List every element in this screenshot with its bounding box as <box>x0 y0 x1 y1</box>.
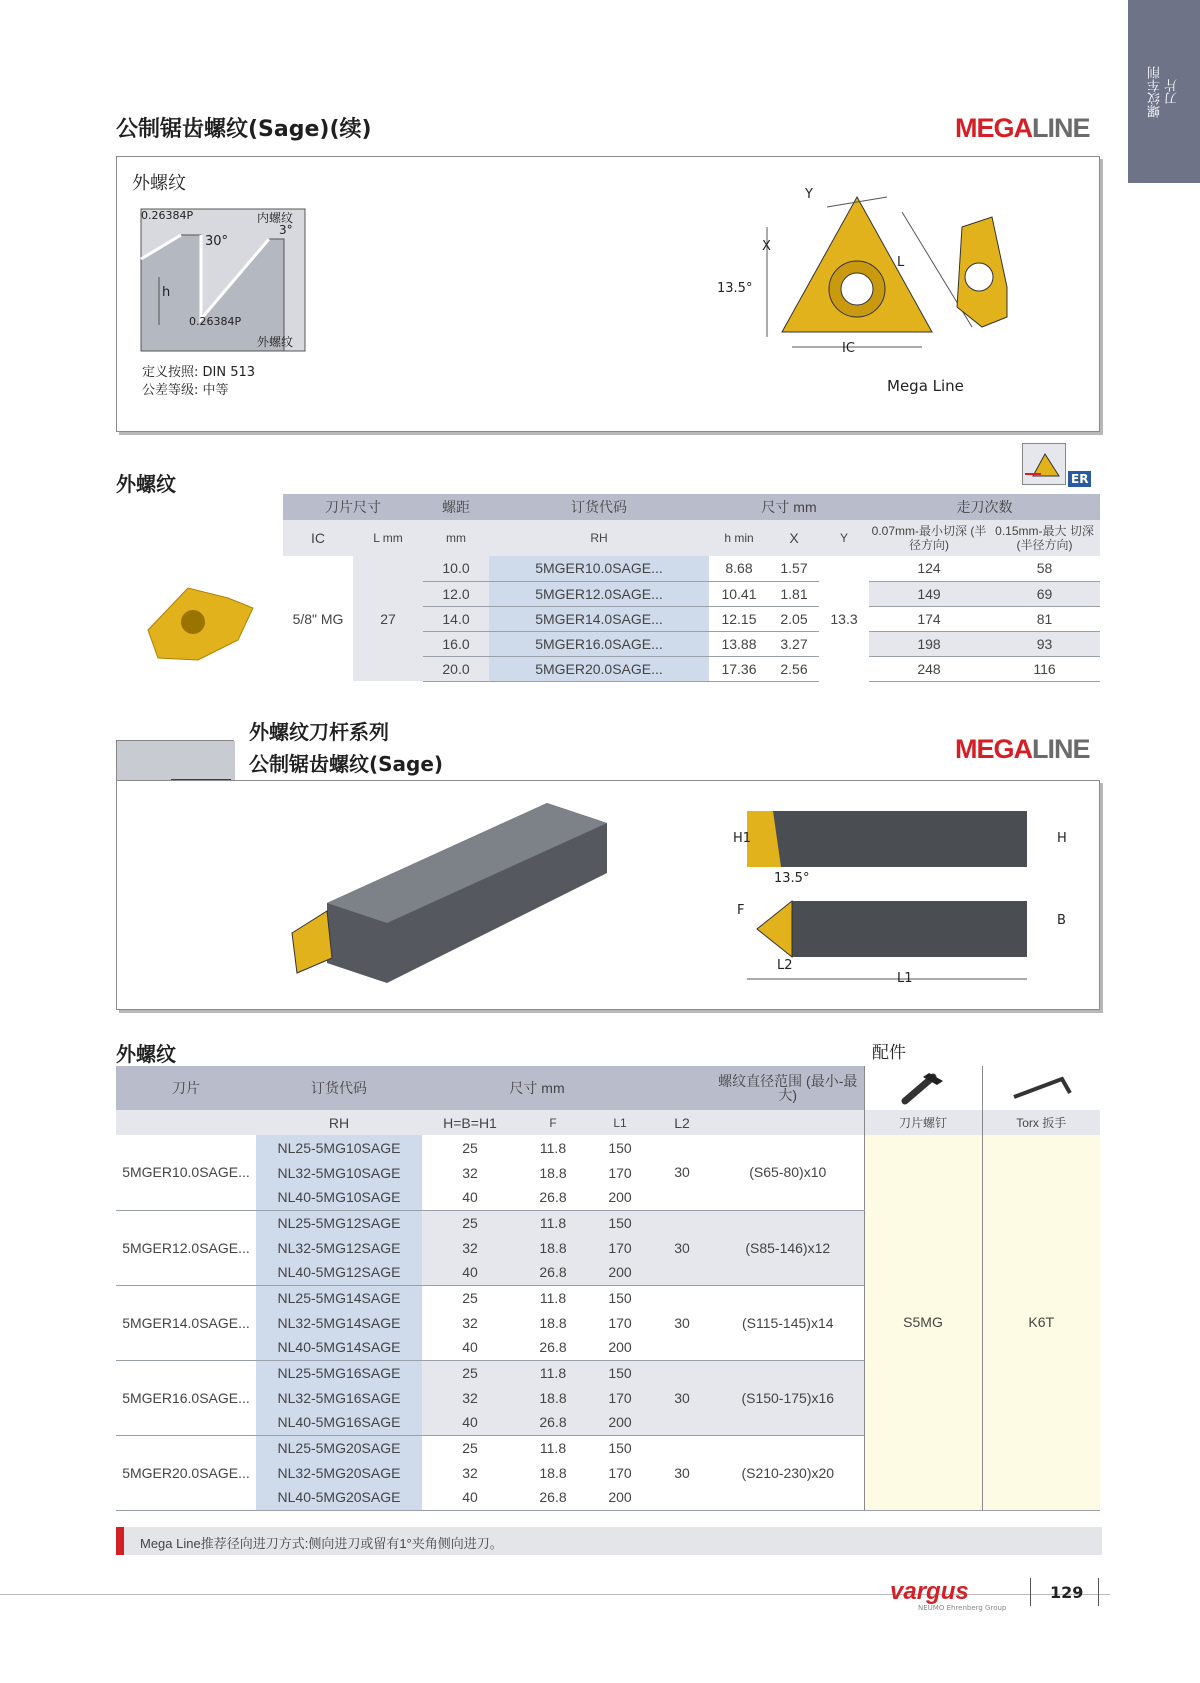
cell-holder-code: NL40-5MG10SAGE <box>256 1185 422 1210</box>
dim-l2: L2 <box>777 958 793 973</box>
cell-range: (S115-145)x14 <box>712 1285 864 1360</box>
holder-title-1: 外螺纹刀杆系列 <box>249 720 389 744</box>
page-title: 公制锯齿螺纹(Sage)(续) <box>116 117 372 142</box>
cell-pitch: 14.0 <box>423 606 489 631</box>
cell-hmin: 12.15 <box>709 606 769 631</box>
th-l1: L1 <box>613 1115 627 1130</box>
cell-range: (S65-80)x10 <box>712 1135 864 1210</box>
profile-panel-title: 外螺纹 <box>132 173 186 194</box>
cell-l1: 150 <box>608 1139 632 1156</box>
cell-holder-code: NL32-5MG20SAGE <box>256 1460 422 1485</box>
cell-hbh: 40 <box>422 1185 518 1210</box>
dim-l1: L1 <box>897 971 913 986</box>
cell-hbh: 25 <box>422 1210 518 1235</box>
cell-l1: 170 <box>588 1235 652 1260</box>
th-insert: 刀片 <box>172 1080 200 1096</box>
dim-ic: IC <box>842 341 855 356</box>
cell-holder-code: NL32-5MG12SAGE <box>256 1235 422 1260</box>
cell-x: 1.81 <box>769 581 819 606</box>
cell-order-code: 5MGER14.0SAGE... <box>489 606 709 631</box>
holder-dimension-diagram <box>697 801 1077 991</box>
cell-hbh: 40 <box>422 1410 518 1435</box>
cell-passes-min: 124 <box>869 556 989 581</box>
accessories-title: 配件 <box>872 1043 906 1063</box>
th-rh: RH <box>590 531 608 545</box>
side-tab-line1: 螺纹车削 <box>1148 65 1163 118</box>
dim-l: L <box>897 255 905 270</box>
table-row <box>283 556 1100 581</box>
dim-holder-angle: 13.5° <box>774 871 810 886</box>
cell-f: 18.8 <box>518 1385 588 1410</box>
cell-l1: 170 <box>608 1464 632 1481</box>
cell-l1: 170 <box>608 1314 632 1331</box>
vargus-subtitle: NEUMO Ehrenberg Group <box>918 1604 1007 1612</box>
dim-angle: 13.5° <box>717 281 753 296</box>
cell-l2: 30 <box>652 1435 712 1510</box>
cell-f: 18.8 <box>518 1235 588 1260</box>
dim-f: F <box>737 903 745 918</box>
cell-f: 18.8 <box>539 1164 567 1181</box>
cell-passes-min: 149 <box>869 581 989 606</box>
th-screw: 刀片螺钉 <box>864 1110 982 1135</box>
cell-l2: 30 <box>652 1210 712 1285</box>
cell-range: (S85-146)x12 <box>712 1210 864 1285</box>
cell-l1: 150 <box>588 1210 652 1235</box>
label-outer: 外螺纹 <box>257 335 294 349</box>
vargus-logo: vargus <box>890 1578 969 1605</box>
th-passes-max: 0.15mm-最大 切深 (半径方向) <box>995 524 1094 552</box>
insert-l: 27 <box>353 556 423 681</box>
cell-pitch: 16.0 <box>423 631 489 656</box>
cell-wrench: K6T <box>982 1135 1100 1510</box>
cell-pitch: 12.0 <box>423 581 489 606</box>
er-badge: ER <box>1068 471 1091 487</box>
cell-f: 26.8 <box>518 1260 588 1285</box>
cell-pitch: 10.0 <box>423 556 489 581</box>
cell-hbh: 40 <box>422 1335 518 1360</box>
label-angle3: 3° <box>279 223 293 237</box>
insert-ic: 5/8" MG <box>292 610 344 627</box>
th-range: 螺纹直径范围 (最小-最大) <box>718 1073 858 1103</box>
cell-pitch: 20.0 <box>423 656 489 681</box>
dim-h1: H1 <box>733 831 752 846</box>
cell-hbh: 32 <box>462 1464 478 1481</box>
label-p1: 0.26384P <box>141 209 194 222</box>
cell-passes-max: 81 <box>989 606 1100 631</box>
holders-table <box>116 1066 1100 1511</box>
cell-hmin: 17.36 <box>709 656 769 681</box>
th-passes: 走刀次数 <box>956 499 1013 515</box>
inserts-table <box>283 494 1100 682</box>
dim-y: Y <box>805 187 813 202</box>
cell-l2: 30 <box>652 1135 712 1210</box>
cell-order-code: 5MGER16.0SAGE... <box>489 631 709 656</box>
th-y: Y <box>839 531 848 545</box>
cell-order-code: 5MGER10.0SAGE... <box>489 556 709 581</box>
cell-holder-code: NL40-5MG16SAGE <box>256 1410 422 1435</box>
cell-f: 18.8 <box>539 1314 567 1331</box>
cell-f: 26.8 <box>518 1485 588 1510</box>
cell-hbh: 25 <box>462 1139 478 1156</box>
cell-l1: 200 <box>588 1185 652 1210</box>
th-l: L mm <box>373 531 403 545</box>
holder-panel <box>116 780 1100 1010</box>
holder-title-2: 公制锯齿螺纹(Sage) <box>249 752 444 776</box>
cell-passes-min: 248 <box>869 656 989 681</box>
th-holder-dims: 尺寸 mm <box>509 1080 565 1096</box>
label-angle30: 30° <box>205 234 229 249</box>
insert-photo <box>138 580 258 670</box>
label-h: h <box>162 285 171 300</box>
diagram-caption: Mega Line <box>887 377 964 395</box>
cell-f: 11.8 <box>539 1439 567 1456</box>
cell-l1: 150 <box>588 1360 652 1385</box>
dim-h: H <box>1057 831 1067 846</box>
cell-hbh: 32 <box>462 1314 478 1331</box>
cell-hbh: 25 <box>462 1439 478 1456</box>
cell-f: 26.8 <box>518 1185 588 1210</box>
cell-hbh: 32 <box>422 1235 518 1260</box>
cell-screw: S5MG <box>864 1135 982 1510</box>
holder-photo <box>287 793 687 1003</box>
megaline-logo-2: MEGALINE <box>955 734 1090 764</box>
holders-section-title: 外螺纹 <box>116 1042 176 1066</box>
inserts-section-title: 外螺纹 <box>116 472 176 496</box>
cell-l1: 150 <box>608 1289 632 1306</box>
cell-passes-min: 198 <box>869 631 989 656</box>
cell-holder-code: NL32-5MG14SAGE <box>256 1310 422 1335</box>
cell-holder-insert: 5MGER10.0SAGE... <box>116 1135 256 1210</box>
screw-icon <box>864 1066 982 1110</box>
cell-holder-code: NL25-5MG10SAGE <box>256 1135 422 1160</box>
cell-l1: 150 <box>608 1439 632 1456</box>
cell-order-code: 5MGER20.0SAGE... <box>489 656 709 681</box>
cell-range: (S150-175)x16 <box>712 1360 864 1435</box>
cell-holder-insert: 5MGER16.0SAGE... <box>116 1360 256 1435</box>
cell-l1: 200 <box>588 1410 652 1435</box>
cell-f: 11.8 <box>518 1210 588 1235</box>
th-mm: mm <box>446 531 466 545</box>
cell-hbh: 32 <box>462 1164 478 1181</box>
feed-note: Mega Line推荐径向进刀方式:侧向进刀或留有1°夹角侧向进刀。 <box>116 1527 1102 1555</box>
cell-l1: 200 <box>588 1335 652 1360</box>
cell-holder-code: NL25-5MG12SAGE <box>256 1210 422 1235</box>
cell-l2: 30 <box>652 1285 712 1360</box>
cell-hbh: 40 <box>422 1260 518 1285</box>
label-inner: 内螺纹 <box>257 211 294 225</box>
th-holder-order-code: 订货代码 <box>311 1080 367 1096</box>
cell-hbh: 25 <box>462 1289 478 1306</box>
table-row <box>116 1135 1100 1160</box>
cell-x: 3.27 <box>769 631 819 656</box>
th-hbh: H=B=H1 <box>443 1114 497 1131</box>
insert-y: 13.3 <box>830 610 858 627</box>
cell-order-code: 5MGER12.0SAGE... <box>489 581 709 606</box>
dim-x: X <box>762 239 771 254</box>
section-side-tab <box>1128 0 1200 183</box>
th-pitch: 螺距 <box>442 499 470 515</box>
cell-l1: 200 <box>588 1260 652 1285</box>
th-passes-min: 0.07mm-最小切深 (半径方向) <box>871 524 987 552</box>
cell-holder-code: NL25-5MG20SAGE <box>256 1435 422 1460</box>
th-ic: IC <box>311 530 325 546</box>
cell-passes-max: 116 <box>989 656 1100 681</box>
label-p2: 0.26384P <box>189 315 242 328</box>
th-wrench: Torx 扳手 <box>982 1110 1100 1135</box>
cell-x: 2.56 <box>769 656 819 681</box>
cell-holder-insert: 5MGER20.0SAGE... <box>116 1435 256 1510</box>
th-f: F <box>549 1115 557 1130</box>
cell-hbh: 25 <box>422 1360 518 1385</box>
th-dims: 尺寸 mm <box>761 499 817 515</box>
cell-x: 1.57 <box>769 556 819 581</box>
cell-hmin: 13.88 <box>709 631 769 656</box>
tolerance-class: 公差等级: 中等 <box>142 383 229 398</box>
insert-position-icon <box>1022 443 1066 485</box>
megaline-logo: MEGALINE <box>955 113 1090 143</box>
cell-hbh: 40 <box>422 1485 518 1510</box>
th-l2: L2 <box>674 1114 690 1131</box>
cell-f: 11.8 <box>539 1289 567 1306</box>
side-tab-line2: 刀片 <box>1165 78 1180 105</box>
cell-passes-max: 93 <box>989 631 1100 656</box>
th-holder-rh: RH <box>328 1114 350 1131</box>
profile-panel <box>116 156 1100 432</box>
footer-divider <box>1030 1578 1031 1606</box>
cell-holder-code: NL40-5MG14SAGE <box>256 1335 422 1360</box>
cell-hmin: 8.68 <box>709 556 769 581</box>
cell-f: 11.8 <box>518 1360 588 1385</box>
cell-holder-insert: 5MGER14.0SAGE... <box>116 1285 256 1360</box>
cell-l1: 170 <box>588 1385 652 1410</box>
cell-x: 2.05 <box>769 606 819 631</box>
cell-holder-code: NL40-5MG12SAGE <box>256 1260 422 1285</box>
cell-holder-code: NL25-5MG14SAGE <box>256 1285 422 1310</box>
cell-f: 26.8 <box>518 1410 588 1435</box>
cell-holder-code: NL32-5MG16SAGE <box>256 1385 422 1410</box>
cell-holder-insert: 5MGER12.0SAGE... <box>116 1210 256 1285</box>
cell-f: 18.8 <box>539 1464 567 1481</box>
page-number: 129 <box>1050 1583 1084 1602</box>
cell-f: 11.8 <box>539 1139 567 1156</box>
cell-passes-max: 69 <box>989 581 1100 606</box>
insert-dimension-diagram <box>707 187 1037 357</box>
cell-l1: 200 <box>588 1485 652 1510</box>
cell-f: 26.8 <box>518 1335 588 1360</box>
cell-holder-code: NL32-5MG10SAGE <box>256 1160 422 1185</box>
cell-hbh: 32 <box>422 1385 518 1410</box>
th-order-code: 订货代码 <box>571 499 627 515</box>
th-x: X <box>789 530 799 546</box>
footer-divider-2 <box>1098 1578 1099 1606</box>
cell-hmin: 10.41 <box>709 581 769 606</box>
th-hmin: h min <box>724 531 754 545</box>
torx-wrench-icon <box>982 1066 1100 1110</box>
cell-holder-code: NL40-5MG20SAGE <box>256 1485 422 1510</box>
cell-holder-code: NL25-5MG16SAGE <box>256 1360 422 1385</box>
cell-l2: 30 <box>652 1360 712 1435</box>
cell-passes-min: 174 <box>869 606 989 631</box>
cell-l1: 170 <box>608 1164 632 1181</box>
cell-range: (S210-230)x20 <box>712 1435 864 1510</box>
dim-b: B <box>1057 913 1066 928</box>
definition-standard: 定义按照: DIN 513 <box>142 365 256 380</box>
cell-passes-max: 58 <box>989 556 1100 581</box>
th-insert-size: 刀片尺寸 <box>325 499 381 515</box>
